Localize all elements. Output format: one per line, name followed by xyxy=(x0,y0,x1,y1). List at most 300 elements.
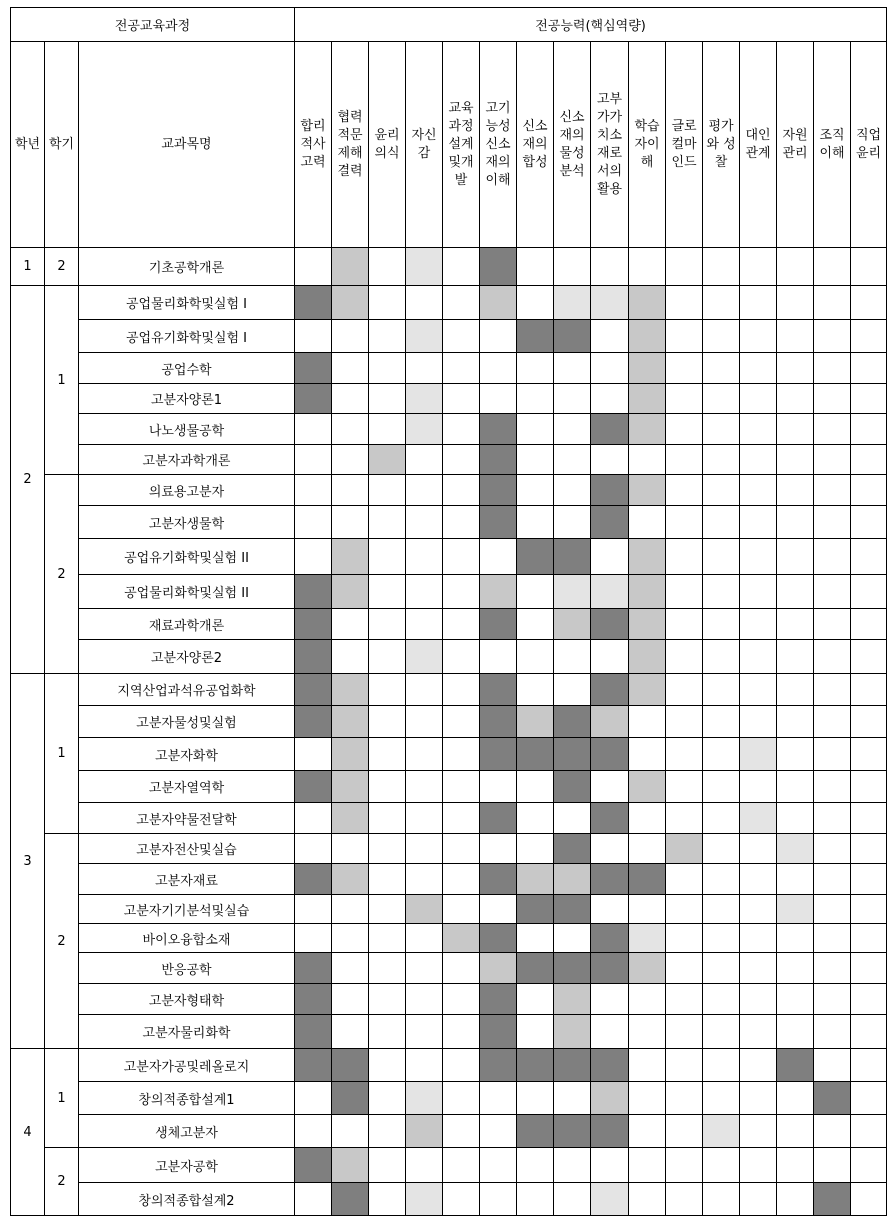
course-name-cell: 고분자양론1 xyxy=(79,384,295,414)
competency-level-cell xyxy=(406,984,443,1015)
competency-level-cell xyxy=(814,640,851,674)
competency-level-cell xyxy=(629,834,666,864)
competency-level-cell xyxy=(295,414,332,445)
course-name-cell: 공업유기화학및실험 II xyxy=(79,539,295,575)
competency-level-cell xyxy=(332,445,369,475)
competency-level-cell xyxy=(369,575,406,609)
competency-level-cell xyxy=(332,286,369,320)
course-name-cell: 고분자전산및실습 xyxy=(79,834,295,864)
competency-level-cell xyxy=(443,984,480,1015)
competency-level-cell xyxy=(703,674,740,706)
competency-level-cell xyxy=(332,320,369,353)
competency-level-cell xyxy=(666,1115,703,1148)
competency-level-cell xyxy=(591,506,629,539)
competency-level-cell xyxy=(554,706,591,738)
competency-level-cell xyxy=(406,864,443,895)
competency-level-cell xyxy=(591,320,629,353)
competency-level-cell xyxy=(814,286,851,320)
competency-level-cell xyxy=(554,674,591,706)
competency-level-cell xyxy=(777,445,814,475)
competency-level-cell xyxy=(443,640,480,674)
competency-header-learner-understanding xyxy=(629,42,666,248)
competency-level-cell xyxy=(443,924,480,953)
competency-level-cell xyxy=(295,539,332,575)
competency-level-cell xyxy=(703,803,740,834)
competency-level-cell xyxy=(851,353,887,384)
competency-level-cell xyxy=(740,953,777,984)
competency-level-cell xyxy=(295,575,332,609)
competency-level-cell xyxy=(443,575,480,609)
competency-level-cell xyxy=(629,924,666,953)
competency-level-cell xyxy=(814,1183,851,1216)
competency-label: 고부 가가 치소 재로 서의 활용 xyxy=(596,91,623,197)
competency-level-cell xyxy=(777,384,814,414)
competency-level-cell xyxy=(480,895,517,924)
competency-level-cell xyxy=(666,414,703,445)
competency-level-cell xyxy=(517,475,554,506)
competency-level-cell xyxy=(295,1049,332,1082)
competency-level-cell xyxy=(480,803,517,834)
competency-header-glocal-mind xyxy=(666,42,703,248)
competency-level-cell xyxy=(406,609,443,640)
competency-level-cell xyxy=(814,706,851,738)
competency-level-cell xyxy=(554,353,591,384)
competency-level-cell xyxy=(517,539,554,575)
competency-level-cell xyxy=(554,1183,591,1216)
competency-level-cell xyxy=(517,320,554,353)
table-row xyxy=(11,738,887,771)
competency-level-cell xyxy=(703,286,740,320)
competency-level-cell xyxy=(443,1148,480,1183)
competency-level-cell xyxy=(332,575,369,609)
competency-level-cell xyxy=(295,864,332,895)
competency-level-cell xyxy=(406,1148,443,1183)
competency-level-cell xyxy=(629,1115,666,1148)
competency-level-cell xyxy=(666,1049,703,1082)
competency-level-cell xyxy=(517,953,554,984)
semester-cell: 1 xyxy=(45,674,79,834)
table-row xyxy=(11,1115,887,1148)
competency-level-cell xyxy=(666,353,703,384)
competency-level-cell xyxy=(517,864,554,895)
course-name-cell: 재료과학개론 xyxy=(79,609,295,640)
competency-header-material-synthesis xyxy=(517,42,554,248)
competency-level-cell xyxy=(554,834,591,864)
competency-level-cell xyxy=(332,353,369,384)
course-name-cell: 공업수학 xyxy=(79,353,295,384)
competency-level-cell xyxy=(666,1015,703,1049)
competency-level-cell xyxy=(554,248,591,286)
competency-level-cell xyxy=(740,738,777,771)
competency-level-cell xyxy=(406,771,443,803)
course-name-cell: 의료용고분자 xyxy=(79,475,295,506)
competency-level-cell xyxy=(666,248,703,286)
competency-level-cell xyxy=(332,640,369,674)
table-row xyxy=(11,506,887,539)
competency-level-cell xyxy=(814,609,851,640)
competency-level-cell xyxy=(814,984,851,1015)
competency-level-cell xyxy=(554,1082,591,1115)
competency-label: 직업 윤리 xyxy=(855,127,882,161)
competency-level-cell xyxy=(406,803,443,834)
competency-level-cell xyxy=(406,384,443,414)
competency-level-cell xyxy=(369,320,406,353)
competency-level-cell xyxy=(591,1082,629,1115)
competency-level-cell xyxy=(443,1049,480,1082)
competency-level-cell xyxy=(369,539,406,575)
competency-level-cell xyxy=(554,286,591,320)
competency-level-cell xyxy=(332,539,369,575)
competency-level-cell xyxy=(814,738,851,771)
competency-level-cell xyxy=(480,475,517,506)
curriculum-header: 전공교육과정 xyxy=(11,8,295,42)
semester-cell: 1 xyxy=(45,1049,79,1148)
competency-level-cell xyxy=(777,706,814,738)
table-body xyxy=(11,248,887,1216)
competency-level-cell xyxy=(666,320,703,353)
competency-level-cell xyxy=(591,706,629,738)
competency-level-cell xyxy=(480,771,517,803)
competency-level-cell xyxy=(517,771,554,803)
competency-level-cell xyxy=(629,771,666,803)
competency-level-cell xyxy=(814,320,851,353)
competency-level-cell xyxy=(740,1049,777,1082)
competency-level-cell xyxy=(629,640,666,674)
competency-level-cell xyxy=(629,506,666,539)
competency-level-cell xyxy=(740,864,777,895)
competency-level-cell xyxy=(740,984,777,1015)
competency-level-cell xyxy=(703,834,740,864)
competency-level-cell xyxy=(443,384,480,414)
competency-level-cell xyxy=(369,1082,406,1115)
competency-level-cell xyxy=(554,924,591,953)
competency-level-cell xyxy=(517,803,554,834)
competency-header-collaborative-problem-solving xyxy=(332,42,369,248)
competency-level-cell xyxy=(443,953,480,984)
competency-level-cell xyxy=(629,1082,666,1115)
competency-level-cell xyxy=(777,1015,814,1049)
competency-level-cell xyxy=(517,609,554,640)
competency-level-cell xyxy=(851,320,887,353)
competency-level-cell xyxy=(851,609,887,640)
course-name-cell: 고분자가공및레올로지 xyxy=(79,1049,295,1082)
course-name-cell: 바이오융합소재 xyxy=(79,924,295,953)
competency-level-cell xyxy=(406,738,443,771)
competency-level-cell xyxy=(295,803,332,834)
competency-level-cell xyxy=(703,353,740,384)
competency-level-cell xyxy=(666,706,703,738)
year-cell: 1 xyxy=(11,248,45,286)
competency-level-cell xyxy=(666,475,703,506)
competency-level-cell xyxy=(591,353,629,384)
semester-cell: 2 xyxy=(45,1148,79,1216)
competency-level-cell xyxy=(740,803,777,834)
competency-level-cell xyxy=(554,984,591,1015)
competency-level-cell xyxy=(591,674,629,706)
competency-level-cell xyxy=(554,640,591,674)
competency-label: 조직 이해 xyxy=(819,127,845,161)
competency-level-cell xyxy=(517,414,554,445)
competency-level-cell xyxy=(703,895,740,924)
competency-level-cell xyxy=(480,984,517,1015)
competency-level-cell xyxy=(814,803,851,834)
competency-level-cell xyxy=(369,286,406,320)
competency-level-cell xyxy=(629,539,666,575)
competency-level-cell xyxy=(406,539,443,575)
competency-level-cell xyxy=(369,895,406,924)
competency-level-cell xyxy=(554,384,591,414)
semester-cell: 2 xyxy=(45,834,79,1049)
competency-level-cell xyxy=(666,286,703,320)
competency-level-cell xyxy=(814,353,851,384)
competency-level-cell xyxy=(332,506,369,539)
competency-level-cell xyxy=(406,575,443,609)
competency-level-cell xyxy=(369,953,406,984)
competency-level-cell xyxy=(517,834,554,864)
table-row xyxy=(11,864,887,895)
year-cell: 4 xyxy=(11,1049,45,1216)
competency-label: 자신 감 xyxy=(411,127,437,161)
competency-level-cell xyxy=(295,738,332,771)
competency-level-cell xyxy=(517,1015,554,1049)
competency-header-interpersonal xyxy=(740,42,777,248)
competency-level-cell xyxy=(443,803,480,834)
competency-level-cell xyxy=(814,248,851,286)
competency-level-cell xyxy=(591,864,629,895)
competency-header-ethics xyxy=(369,42,406,248)
competency-level-cell xyxy=(480,575,517,609)
competency-level-cell xyxy=(851,1015,887,1049)
competency-level-cell xyxy=(591,803,629,834)
competency-level-cell xyxy=(851,864,887,895)
competency-level-cell xyxy=(851,738,887,771)
competency-level-cell xyxy=(554,1115,591,1148)
competency-level-cell xyxy=(666,953,703,984)
competency-level-cell xyxy=(443,864,480,895)
competency-level-cell xyxy=(851,984,887,1015)
competency-level-cell xyxy=(814,924,851,953)
competency-level-cell xyxy=(777,771,814,803)
competency-level-cell xyxy=(591,248,629,286)
competency-level-cell xyxy=(295,384,332,414)
competency-level-cell xyxy=(295,984,332,1015)
competency-label: 학습 자이 해 xyxy=(634,118,660,170)
competency-label: 글로 컬마 인드 xyxy=(671,118,697,170)
competency-level-cell xyxy=(369,1148,406,1183)
competency-level-cell xyxy=(629,1015,666,1049)
competency-level-cell xyxy=(332,674,369,706)
competency-level-cell xyxy=(480,1115,517,1148)
course-name-cell: 지역산업과석유공업화학 xyxy=(79,674,295,706)
competency-level-cell xyxy=(851,1148,887,1183)
competency-level-cell xyxy=(666,924,703,953)
competency-level-cell xyxy=(295,1115,332,1148)
competency-level-cell xyxy=(591,475,629,506)
competency-level-cell xyxy=(814,575,851,609)
competency-level-cell xyxy=(703,506,740,539)
competency-level-cell xyxy=(332,1115,369,1148)
competency-level-cell xyxy=(443,539,480,575)
competency-level-cell xyxy=(369,640,406,674)
competency-level-cell xyxy=(851,248,887,286)
table-row xyxy=(11,248,887,286)
competency-level-cell xyxy=(480,1148,517,1183)
competency-level-cell xyxy=(814,895,851,924)
competency-level-cell xyxy=(554,953,591,984)
competency-level-cell xyxy=(554,1148,591,1183)
competency-level-cell xyxy=(295,953,332,984)
competency-header-curriculum-design xyxy=(443,42,480,248)
competency-level-cell xyxy=(369,445,406,475)
competency-level-cell xyxy=(332,771,369,803)
competency-level-cell xyxy=(740,1082,777,1115)
competency-level-cell xyxy=(740,475,777,506)
competency-level-cell xyxy=(443,506,480,539)
competency-level-cell xyxy=(666,895,703,924)
competency-level-cell xyxy=(591,924,629,953)
competency-level-cell xyxy=(666,674,703,706)
competency-level-cell xyxy=(703,1082,740,1115)
course-name-cell: 기초공학개론 xyxy=(79,248,295,286)
course-name-cell: 고분자형태학 xyxy=(79,984,295,1015)
competency-label: 협력 적문 제해 결력 xyxy=(337,109,363,179)
competency-level-cell xyxy=(629,353,666,384)
competency-level-cell xyxy=(851,895,887,924)
competency-level-cell xyxy=(851,803,887,834)
competency-level-cell xyxy=(814,1148,851,1183)
competency-level-cell xyxy=(406,674,443,706)
competency-header-professional-ethics xyxy=(851,42,887,248)
competency-level-cell xyxy=(406,353,443,384)
competency-level-cell xyxy=(554,320,591,353)
competency-level-cell xyxy=(851,674,887,706)
competency-level-cell xyxy=(369,353,406,384)
competency-level-cell xyxy=(777,834,814,864)
competency-level-cell xyxy=(629,414,666,445)
competency-level-cell xyxy=(740,834,777,864)
competency-level-cell xyxy=(629,445,666,475)
competency-level-cell xyxy=(517,895,554,924)
competency-level-cell xyxy=(517,575,554,609)
competency-level-cell xyxy=(554,895,591,924)
competency-level-cell xyxy=(740,320,777,353)
competency-level-cell xyxy=(703,475,740,506)
competency-level-cell xyxy=(777,248,814,286)
table-row xyxy=(11,640,887,674)
competency-level-cell xyxy=(591,953,629,984)
competency-level-cell xyxy=(629,706,666,738)
course-name-cell: 고분자화학 xyxy=(79,738,295,771)
competency-level-cell xyxy=(332,475,369,506)
competency-level-cell xyxy=(406,895,443,924)
competency-level-cell xyxy=(851,924,887,953)
competency-level-cell xyxy=(851,771,887,803)
table-row xyxy=(11,353,887,384)
competency-level-cell xyxy=(703,771,740,803)
competency-level-cell xyxy=(406,1115,443,1148)
competency-level-cell xyxy=(777,1049,814,1082)
competency-level-cell xyxy=(480,1049,517,1082)
competency-level-cell xyxy=(666,803,703,834)
competency-level-cell xyxy=(814,445,851,475)
competency-level-cell xyxy=(666,609,703,640)
competency-level-cell xyxy=(740,609,777,640)
competency-level-cell xyxy=(295,1082,332,1115)
competency-level-cell xyxy=(666,1082,703,1115)
table-row xyxy=(11,1082,887,1115)
competency-level-cell xyxy=(554,864,591,895)
competency-level-cell xyxy=(517,738,554,771)
table-row xyxy=(11,1148,887,1183)
competency-level-cell xyxy=(554,771,591,803)
competency-level-cell xyxy=(629,864,666,895)
competency-level-cell xyxy=(777,539,814,575)
competency-level-cell xyxy=(295,506,332,539)
competency-level-cell xyxy=(777,414,814,445)
course-name-cell: 고분자열역학 xyxy=(79,771,295,803)
competency-level-cell xyxy=(740,575,777,609)
competency-level-cell xyxy=(666,834,703,864)
competency-level-cell xyxy=(851,286,887,320)
competency-level-cell xyxy=(480,353,517,384)
course-name-cell: 공업유기화학및실험 I xyxy=(79,320,295,353)
competency-level-cell xyxy=(703,640,740,674)
competency-level-cell xyxy=(740,1183,777,1216)
competency-level-cell xyxy=(814,864,851,895)
competency-level-cell xyxy=(332,895,369,924)
competency-level-cell xyxy=(406,1049,443,1082)
competency-level-cell xyxy=(443,895,480,924)
competency-level-cell xyxy=(369,1115,406,1148)
course-name-cell: 반응공학 xyxy=(79,953,295,984)
competency-level-cell xyxy=(443,475,480,506)
competency-level-cell xyxy=(703,738,740,771)
competency-label: 신소 재의 물성 분석 xyxy=(559,109,585,179)
competency-level-cell xyxy=(406,953,443,984)
competency-level-cell xyxy=(554,803,591,834)
competency-level-cell xyxy=(369,1183,406,1216)
table-row xyxy=(11,984,887,1015)
table-row xyxy=(11,286,887,320)
competency-level-cell xyxy=(703,320,740,353)
competency-level-cell xyxy=(443,1082,480,1115)
competency-level-cell xyxy=(740,248,777,286)
competency-level-cell xyxy=(851,1049,887,1082)
competency-label: 자원 관리 xyxy=(782,127,808,161)
course-name-cell: 고분자양론2 xyxy=(79,640,295,674)
competency-level-cell xyxy=(703,953,740,984)
competency-level-cell xyxy=(369,1049,406,1082)
competency-level-cell xyxy=(443,609,480,640)
competency-level-cell xyxy=(814,384,851,414)
competency-level-cell xyxy=(295,320,332,353)
course-name-cell: 고분자생물학 xyxy=(79,506,295,539)
competency-level-cell xyxy=(777,475,814,506)
competency-level-cell xyxy=(629,674,666,706)
competency-level-cell xyxy=(851,539,887,575)
competency-level-cell xyxy=(777,1115,814,1148)
competency-level-cell xyxy=(814,475,851,506)
competency-level-cell xyxy=(480,609,517,640)
year-column-header: 학년 xyxy=(11,42,45,248)
competency-level-cell xyxy=(591,1049,629,1082)
competency-level-cell xyxy=(740,539,777,575)
competency-header-confidence xyxy=(406,42,443,248)
competency-level-cell xyxy=(443,1183,480,1216)
competency-level-cell xyxy=(369,384,406,414)
competency-level-cell xyxy=(703,1049,740,1082)
competency-level-cell xyxy=(443,414,480,445)
